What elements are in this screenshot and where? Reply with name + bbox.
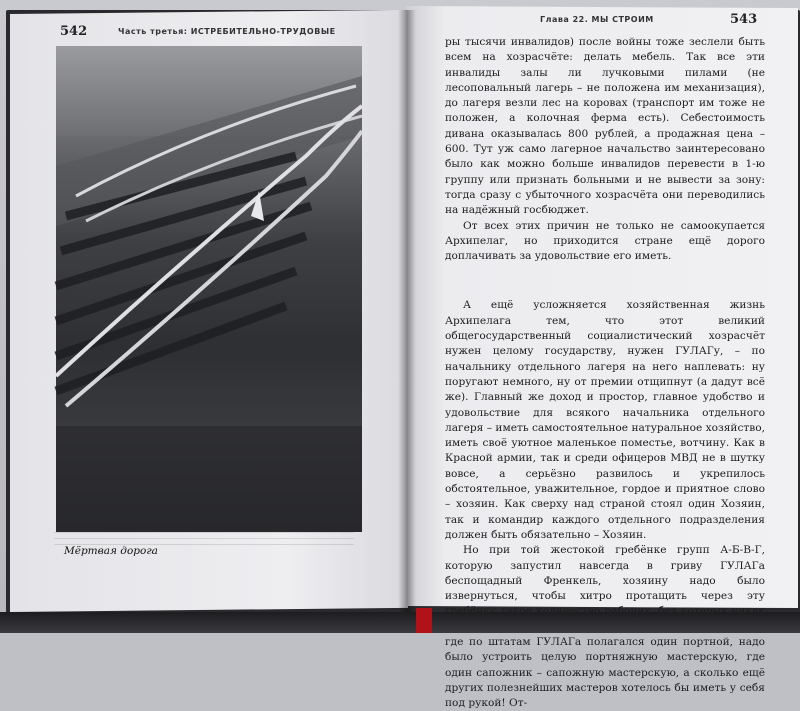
left-page-header (60, 24, 380, 40)
railway-illustration (56, 46, 362, 532)
book-bottom-edge (0, 612, 800, 633)
section-break (445, 264, 765, 298)
left-page-number: 542 (60, 24, 88, 39)
paragraph-1: ры тысячи инвалидов) после войны тоже зеслели быть всем на хозрасчёте: делать мебель. Так все эти инвалиды залы ли лучковыми пилами (не лесоповальный лагерь – не положена им механизация), до лагеря везли лес на коровах (транспорт им тоже не положен, а колочная ферма есть). Себестоимость дивана оказывалась 800 рублей, а продажная цена – 600. Тут уж само лагерное начальство заинтересовано было как можно больше инвалидов перевести в 1-ю группу или признать больными и не вывести за зону: тогда сразу с убыточного хозрасчёта они переводились на надёжный госбюджет. (445, 36, 765, 217)
right-running-head: Глава 22. МЫ СТРОИМ (540, 15, 654, 24)
paragraph-2: От всех этих причин не только не самоокупается Архипелаг, но приходится стране ещё дорого доплачивать за удовольствие его иметь. (445, 219, 765, 263)
bookmark-ribbon (416, 608, 432, 633)
right-page-text (445, 35, 765, 711)
book-gutter (398, 10, 416, 620)
railway-photo (56, 46, 362, 532)
paragraph-4: Но при той жестокой гребёнке групп А-Б-В-Г, которую запустил навсегда в гриву ГУЛАГа беспощадный Френкель, хозяину надо было извернуться, чтобы хитро протащить через эту где по штатам ГУЛАГа полагался один портной, надо было устроить целую портняжную мастерскую, где один сапожник – сапожную мастерскую, а сколько ещё других полезнейших мастеров хотелось бы иметь у себя под рукой! От- (445, 544, 765, 710)
left-running-head: Часть третья: ИСТРЕБИТЕЛЬНО-ТРУДОВЫЕ (118, 27, 336, 36)
right-page-number: 543 (730, 12, 758, 27)
paragraph-3: А ещё усложняется хозяйственная жизнь Архипелага тем, что этот великий общегосударственный социалистический хозрасчёт нужен целому государству, нужен ГУЛАГу, – по начальнику отдельного лагеря на него наплевать: ну поругают немного, ну от премии отщипнут (а дадут всё же). Главный же доход и простор, главное удобство и удовольствие для всякого начальника отдельного лагеря – иметь самостоятельное натуральное хозяйство, иметь своё уютное маленькое поместье, вотчину. Как в Красной армии, так и среди офицеров МВД не в шутку вовсе, а серьёзно развилось и укрепилось обстоятельное, уважительное, гордое и приятное слово – хозяин. Как сверху над страной стоял один Хозяин, так и командир каждого отдельного подразделения должен быть обязательно – Хозяин. (445, 299, 765, 541)
right-page-header (530, 12, 780, 28)
photo-caption: Мёртвая дорога (64, 545, 158, 557)
